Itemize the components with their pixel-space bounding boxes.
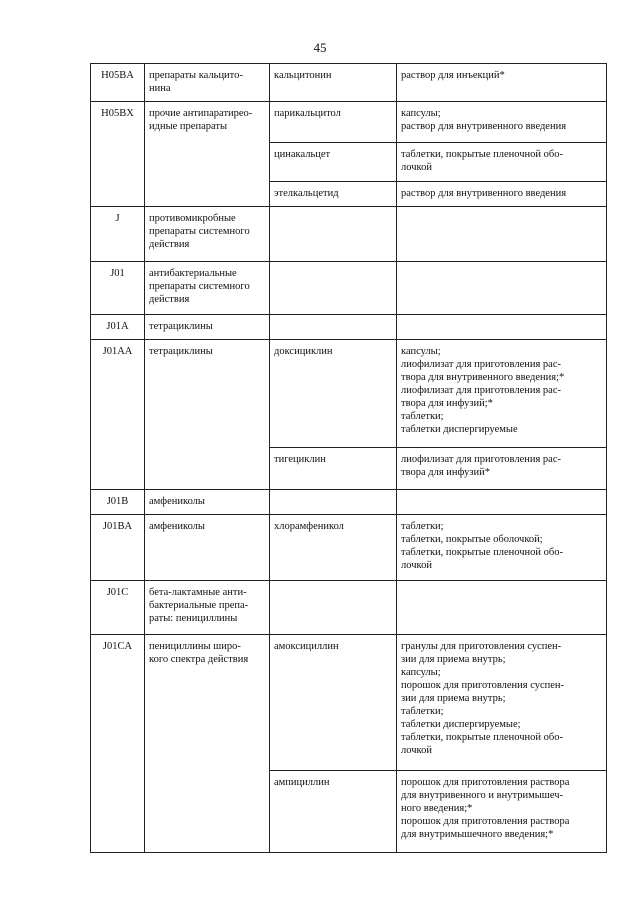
inn-name: амоксициллин <box>270 635 397 771</box>
atc-code: J01AA <box>91 340 145 490</box>
table-row <box>91 340 607 448</box>
dosage-form: гранулы для приготовления суспен- зии для приема внутрь; капсулы; порошок для приготовления суспен- зии для приема внутрь; таблетки; таблетки диспергируемые; таблетки, покрытые пленочной обо- лочкой <box>397 635 607 771</box>
atc-group: антибактериальные препараты системного действия <box>145 262 270 315</box>
dosage-form: капсулы; раствор для внутривенного введения <box>397 102 607 143</box>
atc-code: J01CA <box>91 635 145 853</box>
dosage-form <box>397 262 607 315</box>
table-row <box>91 207 607 262</box>
dosage-form: раствор для внутривенного введения <box>397 182 607 207</box>
atc-group: бета-лактамные анти- бактериальные препа- раты: пенициллины <box>145 581 270 635</box>
inn-name: доксициклин <box>270 340 397 448</box>
table-row <box>91 102 607 143</box>
inn-name <box>270 490 397 515</box>
inn-name <box>270 262 397 315</box>
inn-name <box>270 315 397 340</box>
atc-code: J01 <box>91 262 145 315</box>
atc-code: H05BX <box>91 102 145 207</box>
dosage-form <box>397 207 607 262</box>
dosage-form <box>397 315 607 340</box>
atc-code: J01C <box>91 581 145 635</box>
inn-name <box>270 207 397 262</box>
atc-group: амфениколы <box>145 515 270 581</box>
table-row <box>91 64 607 102</box>
dosage-form: капсулы; лиофилизат для приготовления рас- твора для внутривенного введения;* лиофилизат для приготовления рас- твора для инфузий;* таблетки; таблетки диспергируемые <box>397 340 607 448</box>
atc-group: тетрациклины <box>145 340 270 490</box>
atc-code: J01A <box>91 315 145 340</box>
inn-name: цинакальцет <box>270 143 397 182</box>
inn-name: этелкальцетид <box>270 182 397 207</box>
inn-name: хлорамфеникол <box>270 515 397 581</box>
atc-group: пенициллины широ- кого спектра действия <box>145 635 270 853</box>
atc-code: J01B <box>91 490 145 515</box>
table-row <box>91 635 607 771</box>
inn-name <box>270 581 397 635</box>
table-row <box>91 515 607 581</box>
atc-group: тетрациклины <box>145 315 270 340</box>
inn-name: кальцитонин <box>270 64 397 102</box>
atc-group: препараты кальцито- нина <box>145 64 270 102</box>
dosage-form <box>397 490 607 515</box>
page-number: 45 <box>313 40 327 55</box>
atc-code: J <box>91 207 145 262</box>
dosage-form: лиофилизат для приготовления рас- твора для инфузий* <box>397 448 607 490</box>
inn-name: тигециклин <box>270 448 397 490</box>
dosage-form: раствор для инъекций* <box>397 64 607 102</box>
inn-name: ампициллин <box>270 771 397 853</box>
dosage-form <box>397 581 607 635</box>
atc-group: противомикробные препараты системного действия <box>145 207 270 262</box>
table-row <box>91 315 607 340</box>
atc-group: амфениколы <box>145 490 270 515</box>
dosage-form: таблетки; таблетки, покрытые оболочкой; таблетки, покрытые пленочной обо- лочкой <box>397 515 607 581</box>
dosage-form: порошок для приготовления раствора для внутривенного и внутримышеч- ного введения;* порошок для приготовления раствора для внутримышечного введения;* <box>397 771 607 853</box>
table-row <box>91 581 607 635</box>
drug-table <box>90 63 607 853</box>
atc-code: H05BA <box>91 64 145 102</box>
atc-group: прочие антипаратирео- идные препараты <box>145 102 270 207</box>
table-row <box>91 490 607 515</box>
atc-code: J01BA <box>91 515 145 581</box>
dosage-form: таблетки, покрытые пленочной обо- лочкой <box>397 143 607 182</box>
table-row <box>91 262 607 315</box>
inn-name: парикальцитол <box>270 102 397 143</box>
